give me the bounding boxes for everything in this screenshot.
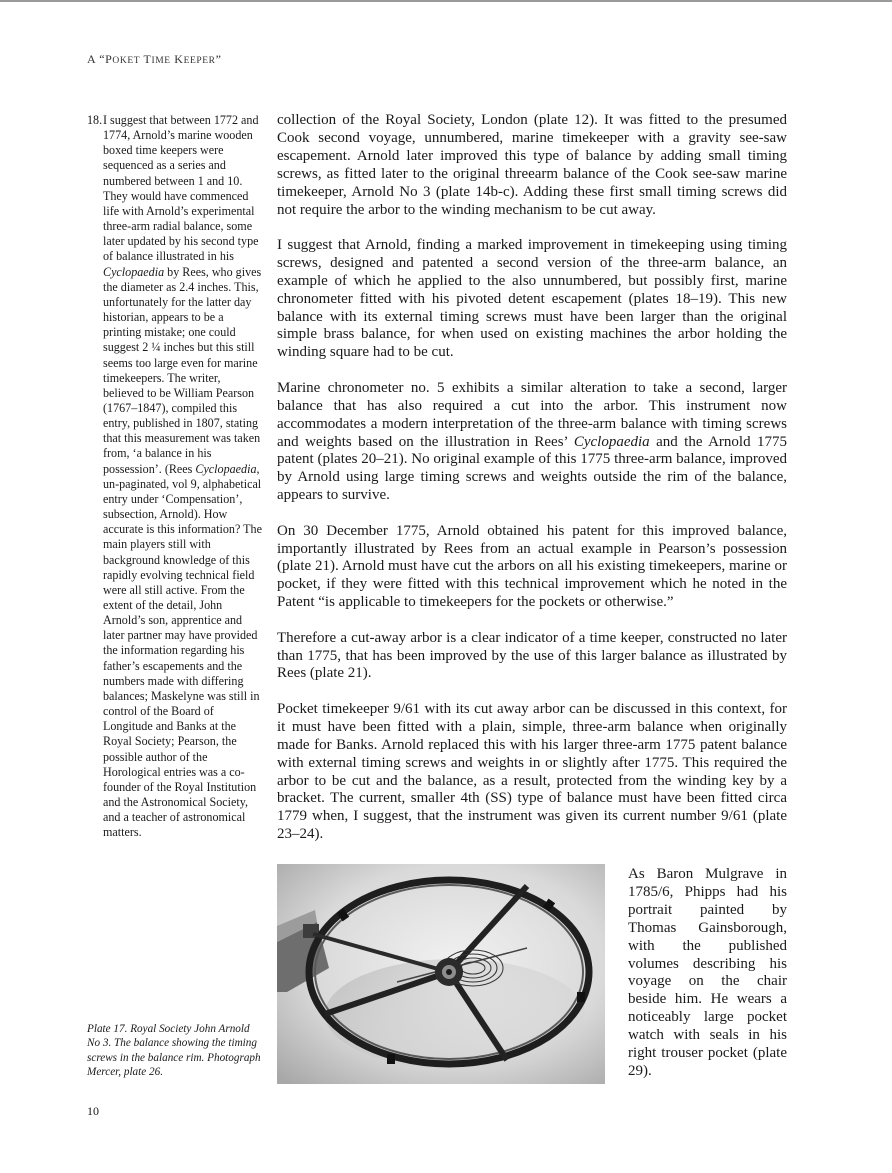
paragraph-5: Therefore a cut-away arbor is a clear indicator of a time keeper, constructed no later than 1775, that has been improved by the use of this larger balance as illustrated by Rees (plate 21). <box>277 629 787 682</box>
top-rule <box>0 0 892 2</box>
balance-wheel-photograph <box>277 864 605 1084</box>
page-number: 10 <box>87 1104 99 1118</box>
paragraph-4: On 30 December 1775, Arnold obtained his patent for this improved balance, importantly illustrated by Rees from an actual example in Pearson’s possession (plate 21). Arnold must have cut the arbors on all his existing timekeepers, marine or pocket, if they were fitted with this technical improvement which he noted in the Patent “is applicable to timekeepers for the pockets or otherwise.” <box>277 522 787 611</box>
main-body-text <box>277 112 787 862</box>
paragraph-3: Marine chronometer no. 5 exhibits a similar alteration to take a second, larger balance that has also required a cut into the arbor. This instrument now accommodates a modern interpretation of the three-arm balance with timing screws and weights based on the illustration in Rees’ Cyclopaedia and the Arnold 1775 patent (plates 20–21). No original example of this 1775 three-arm balance, improved by Arnold using large timing screws and weights outside the rim of the balance, appears to survive. <box>277 379 787 504</box>
footnote-18 <box>87 113 262 841</box>
footnote-number: 18. <box>87 113 103 127</box>
running-head: A “POKET TIME KEEPER” <box>87 52 222 66</box>
paragraph-6: Pocket timekeeper 9/61 with its cut away arbor can be discussed in this context, for it must have been fitted with a plain, simple, three-arm balance when originally made for Banks. Arnold replaced this with his larger three-arm 1775 patent balance with external timing screws and weights in or slightly after 1775. This required the arbor to be cut and the balance, as a result, protected from the winding key by a bracket. The current, smaller 4th (SS) type of balance must have been fitted circa 1779 when, I suggest, that the instrument was given its current number 9/61 (plate 23–24). <box>277 700 787 843</box>
plate-caption: Plate 17. Royal Society John Arnold No 3. The balance showing the timing screws in the balance rim. Photograph Mercer, plate 26. <box>87 1023 261 1079</box>
paragraph-1: collection of the Royal Society, London (plate 12). It was fitted to the presumed Cook second voyage, unnumbered, marine timekeeper with a gravity see-saw escapement. Arnold later improved this type of balance by adding small timing screws, as fitted later to the original threearm balance of the Cook see-saw marine timekeeper, Arnold No 3 (plate 14b-c). Adding these first small timing screws did not require the arbor to the winding mechanism to be cut away. <box>277 112 787 218</box>
footnote-text: I suggest that between 1772 and 1774, Arnold’s marine wooden boxed time keepers were sequenced as a series and numbered between 1 and 10. They would have commenced life with Arnold’s experimental three-arm radial balance, some later updated by his second type of balance illustrated in his Cyclopaedia by Rees, who gives the diameter as 2.4 inches. This, unfortunately for the latter day historian, appears to be a printing mistake; one could suggest 2 ¼ inches but this still seems too large even for marine timekeepers. The writer, believed to be William Pearson (1767–1847), compiled this entry, published in 1807, stating that this measurement was taken from, ‘a balance in his possession’. (Rees Cyclopaedia, un-paginated, vol 9, alphabetical entry under ‘Compensation’, subsection, Arnold). How accurate is this information? The main players still with background knowledge of this rapidly evolving technical field were all still active. From the extent of the detail, John Arnold’s son, apprentice and later partner may have provided the information regarding his father’s escapements and the numbers made with differing balances; Maskelyne was still in control of the Board of Longitude and Banks at the Royal Society; Pearson, the possible author of the Horological entries was a co-founder of the Royal Institution and the Astronomical Society, and a teacher of astronomical matters. <box>103 113 262 840</box>
side-paragraph: As Baron Mulgrave in 1785/6, Phipps had his portrait painted by Thomas Gainsborough, with the published volumes describing his voyage on the chair beside him. He wears a noticeably large pocket watch with seals in his right trouser pocket (plate 29). <box>628 866 787 1079</box>
footnote-italic-title-2: Cyclopaedia <box>195 461 257 476</box>
footnote-italic-title: Cyclopaedia <box>103 264 165 279</box>
paragraph-2: I suggest that Arnold, finding a marked improvement in timekeeping using timing screws, designed and patented a second version of the three-arm balance, an example of which he applied to the also unnumbered, but possibly first, marine chronometer fitted with his pivoted detent escapement (plates 18–19). This new balance with its external timing screws must have been larger than the original simple brass balance, for when used on existing machines the arbor holding the winding square had to be cut. <box>277 236 787 361</box>
